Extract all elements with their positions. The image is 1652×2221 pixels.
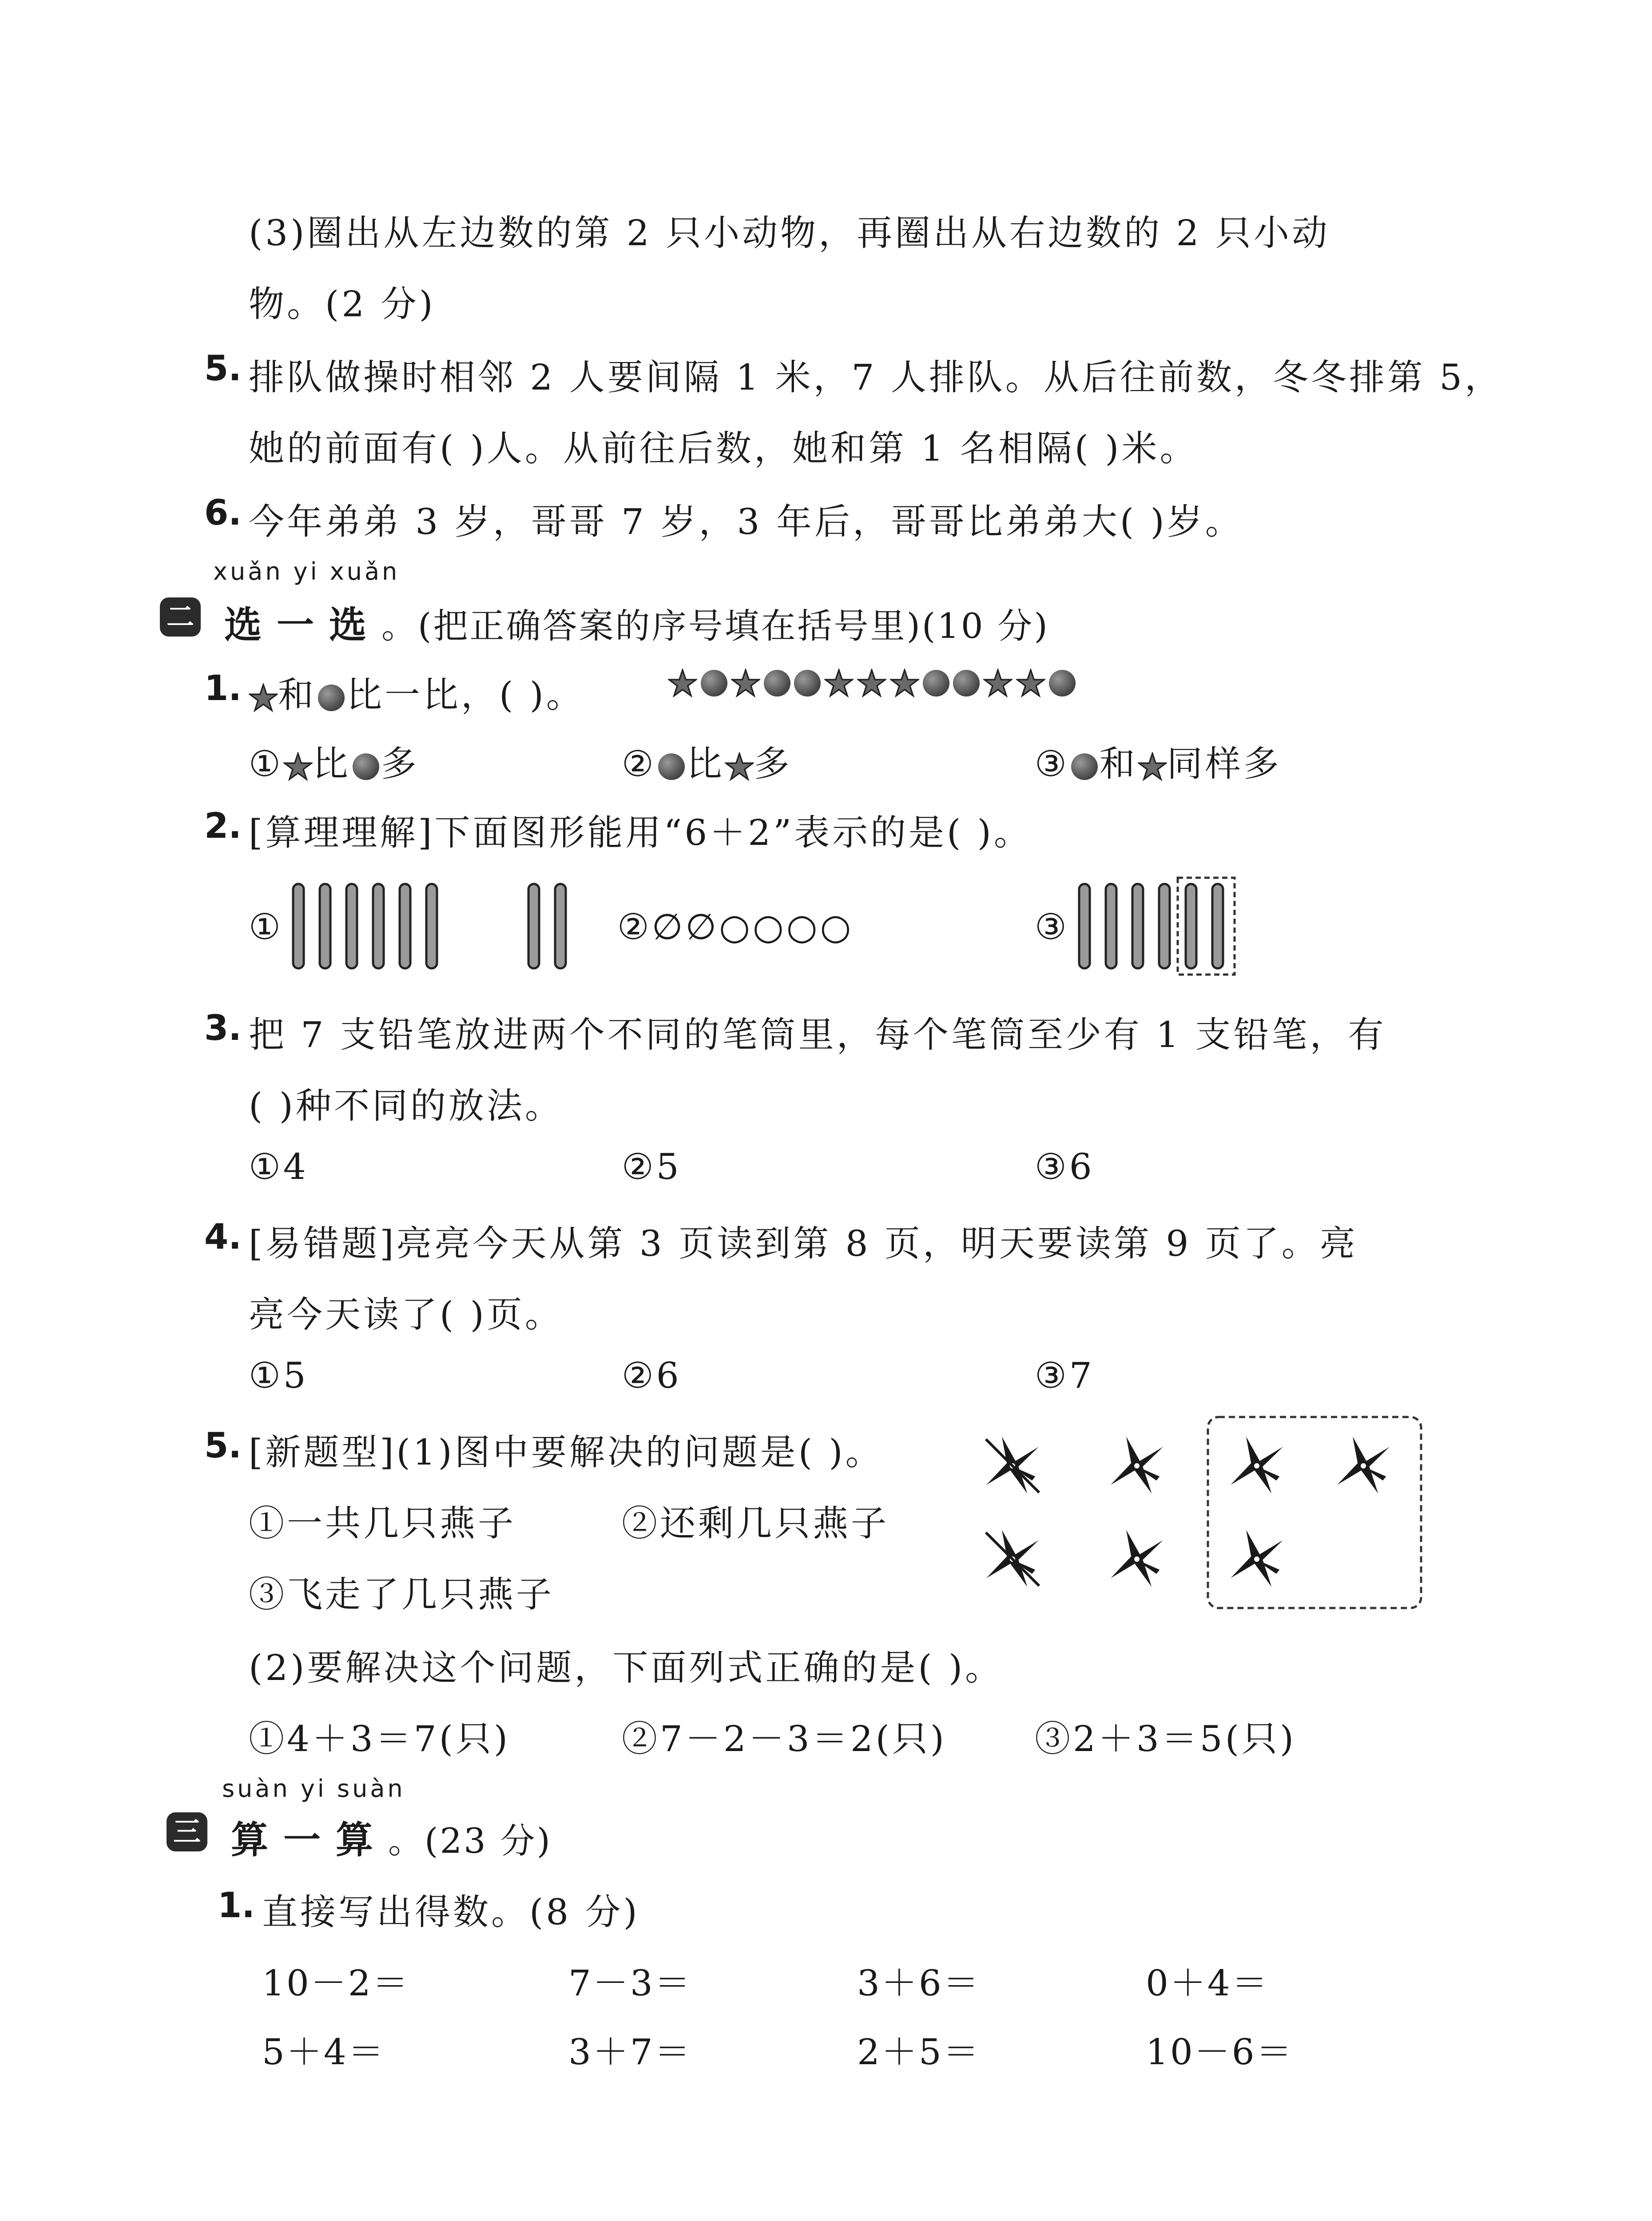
s2q5-sub2-option2[interactable]: ②7－2－3＝2(只) [622, 1718, 947, 1759]
s2q5-option1[interactable]: ①一共几只燕子 [249, 1503, 516, 1544]
dot-icon [353, 753, 379, 780]
s2q5-sub2: (2)要解决这个问题，下面列式正确的是( )。 [249, 1647, 1004, 1688]
dot-icon [923, 670, 949, 697]
star-icon [857, 669, 886, 698]
q3-line1: (3)圈出从左边数的第 2 只小动物，再圈出从右边数的 2 只小动 [249, 212, 1330, 254]
s2q1-option3[interactable]: ③ 和 同样多 [1035, 743, 1282, 784]
calc-item: 3＋6＝ [857, 1962, 981, 2004]
section3-badge: 三 [167, 1812, 207, 1851]
star-icon [890, 669, 919, 698]
s2q2-option3[interactable]: ③ [1035, 906, 1069, 947]
sticks-with-box [1075, 875, 1243, 977]
s2q2-option2[interactable]: ②∅∅○○○○ [617, 906, 854, 947]
star-icon [249, 683, 278, 712]
s2q1-number: 1. [204, 669, 242, 708]
section2-pinyin: xuǎn yi xuǎn [213, 557, 400, 585]
swallows-illustration [973, 1413, 1426, 1621]
s2q3-line2: ( )种不同的放法。 [249, 1085, 563, 1126]
dot-icon [658, 753, 685, 780]
q6-number: 6. [204, 493, 242, 533]
swallow-icon [1097, 1426, 1176, 1505]
q5-line1: 排队做操时相邻 2 人要间隔 1 米，7 人排队。从后往前数，冬冬排第 5， [249, 357, 1503, 398]
calc-item: 10－6＝ [1146, 2031, 1294, 2073]
s2q1-option2[interactable]: ② 比 多 [622, 743, 792, 784]
swallow-icon [1323, 1426, 1403, 1505]
s3q1-text: 直接写出得数。(8 分) [262, 1891, 640, 1933]
s2q3-option2[interactable]: ②5 [622, 1146, 682, 1187]
section3-heading [231, 1810, 552, 1864]
dot-icon [953, 670, 980, 697]
dot-icon [318, 685, 345, 711]
dot-icon [794, 670, 821, 697]
section2-badge: 二 [160, 597, 201, 637]
sticks-6-plus-2 [289, 880, 600, 973]
star-icon [725, 752, 754, 781]
s2q4-number: 4. [204, 1217, 242, 1257]
q5-number: 5. [204, 349, 242, 389]
s2q3-option1[interactable]: ①4 [249, 1146, 309, 1187]
s2q5-option3[interactable]: ③飞走了几只燕子 [249, 1574, 554, 1615]
star-icon [731, 669, 760, 698]
shape-sequence [666, 669, 1077, 698]
section2-heading [224, 595, 1049, 649]
dot-icon [764, 670, 790, 697]
star-icon [1016, 669, 1045, 698]
q6-text: 今年弟弟 3 岁，哥哥 7 岁，3 年后，哥哥比弟弟大( )岁。 [249, 501, 1243, 542]
calc-item: 5＋4＝ [262, 2031, 385, 2073]
s2q5-option2[interactable]: ②还剩几只燕子 [622, 1503, 889, 1544]
s2q5-sub2-option3[interactable]: ③2＋3＝5(只) [1035, 1718, 1297, 1759]
s2q1-option1[interactable]: ① 比 多 [249, 743, 419, 784]
q5-line2: 她的前面有( )人。从前往后数，她和第 1 名相隔( )米。 [249, 428, 1198, 469]
s2q1-stem: 和 比一比，( )。 [249, 666, 584, 717]
s2q5-sub2-option1[interactable]: ①4＋3＝7(只) [249, 1718, 511, 1759]
calc-item: 2＋5＝ [857, 2031, 981, 2073]
section3-pinyin: suàn yi suàn [222, 1775, 405, 1803]
swallow-icon [1097, 1519, 1176, 1599]
star-icon [283, 752, 313, 781]
s2q2-number: 2. [204, 806, 242, 846]
star-icon [983, 669, 1013, 698]
s2q2-option1[interactable]: ① [249, 906, 283, 947]
calc-item: 0＋4＝ [1146, 1962, 1269, 2004]
s2q3-number: 3. [204, 1008, 242, 1048]
section2-note: 。(把正确答案的序号填在括号里)(10 分) [381, 606, 1049, 646]
q3-line2: 物。(2 分) [249, 283, 436, 325]
s2q2-stem: [算理理解]下面图形能用“6＋2”表示的是( )。 [249, 812, 1032, 853]
section3-note: 。(23 分) [388, 1821, 552, 1861]
s2q5-line1: [新题型](1)图中要解决的问题是( )。 [249, 1432, 884, 1473]
calc-item: 3＋7＝ [568, 2031, 692, 2073]
s2q4-line1: [易错题]亮亮今天从第 3 页读到第 8 页，明天要读第 9 页了。亮 [249, 1223, 1358, 1264]
s2q3-line1: 把 7 支铅笔放进两个不同的笔筒里，每个笔筒至少有 1 支铅笔，有 [249, 1014, 1386, 1055]
dot-icon [1049, 670, 1076, 697]
swallow-icon [1217, 1519, 1296, 1599]
dot-icon [1071, 753, 1098, 780]
star-icon [668, 669, 697, 698]
calc-item: 7－3＝ [568, 1962, 692, 2004]
star-icon [1138, 752, 1167, 781]
calc-item: 10－2＝ [262, 1962, 410, 2004]
s2q4-option3[interactable]: ③7 [1035, 1355, 1095, 1396]
s2q3-option3[interactable]: ③6 [1035, 1146, 1095, 1187]
section2-title: 选一选 [224, 603, 382, 647]
s3q1-number: 1. [218, 1886, 255, 1926]
swallow-icon [1217, 1426, 1296, 1505]
s2q4-line2: 亮今天读了( )页。 [249, 1294, 563, 1335]
dot-icon [701, 670, 727, 697]
s2q4-option1[interactable]: ①5 [249, 1355, 309, 1396]
s2q5-number: 5. [204, 1426, 242, 1466]
s2q4-option2[interactable]: ②6 [622, 1355, 682, 1396]
section3-title: 算一算 [231, 1818, 389, 1862]
star-icon [824, 669, 854, 698]
